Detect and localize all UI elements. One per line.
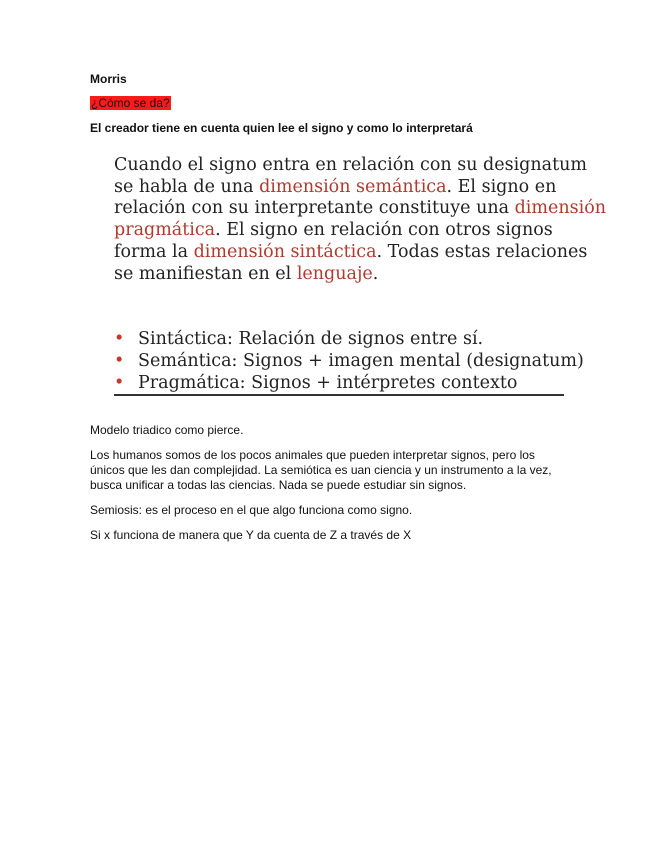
term-dimension-sintactica: dimensión sintáctica xyxy=(193,241,377,262)
bullet-dot-icon: • xyxy=(114,351,125,371)
slide-paragraph xyxy=(114,155,607,285)
slide-bullet-list xyxy=(114,328,584,394)
term-lenguaje: lenguaje xyxy=(296,263,373,284)
term-dimension: dimensión xyxy=(514,198,607,219)
term-pragmatica: pragmática xyxy=(114,220,216,241)
slide-line: Cuando el signo entra en relación con su designatum xyxy=(114,155,587,175)
paragraph-si-x-funciona: Si x funciona de manera que Y da cuenta de Z a través de X xyxy=(90,528,412,542)
slide-line: pragmática. El signo en relación con otros signos xyxy=(114,220,553,241)
paragraph-humanos: Los humanos somos de los pocos animales que pueden interpretar signos, pero los únicos que les dan complejidad. La semiótica es uan ciencia y un instrumento a la vez, busca unificar a todas las ciencias. Nada se puede estudiar sin signos. xyxy=(90,448,552,492)
slide-bottom-rule xyxy=(114,394,564,396)
slide-line: relación con su interpretante constituye una dimensión xyxy=(114,198,607,219)
slide-line: forma la dimensión sintáctica. Todas estas relaciones xyxy=(114,241,588,262)
bullet-dot-icon: • xyxy=(114,329,125,349)
highlighted-question: ¿Cómo se da? xyxy=(91,96,170,110)
term-dimension-semantica: dimensión semántica xyxy=(259,176,447,197)
paragraph-modelo-triadico: Modelo triadico como pierce. xyxy=(90,423,244,437)
bullet-dot-icon: • xyxy=(114,373,125,393)
list-item: • Sintáctica: Relación de signos entre sí. xyxy=(114,329,484,349)
page-title: Morris xyxy=(90,72,127,86)
list-item: • Semántica: Signos + imagen mental (designatum) xyxy=(114,351,584,371)
slide-line: se manifiestan en el lenguaje. xyxy=(114,263,379,284)
slide-line: se habla de una dimensión semántica. El signo en xyxy=(114,176,557,197)
paragraph-semiosis: Semiosis: es el proceso en el que algo funciona como signo. xyxy=(90,503,413,517)
embedded-slide-image xyxy=(114,155,607,397)
subtitle: El creador tiene en cuenta quien lee el signo y como lo interpretará xyxy=(90,121,473,135)
list-item: • Pragmática: Signos + intérpretes contexto xyxy=(114,373,518,393)
